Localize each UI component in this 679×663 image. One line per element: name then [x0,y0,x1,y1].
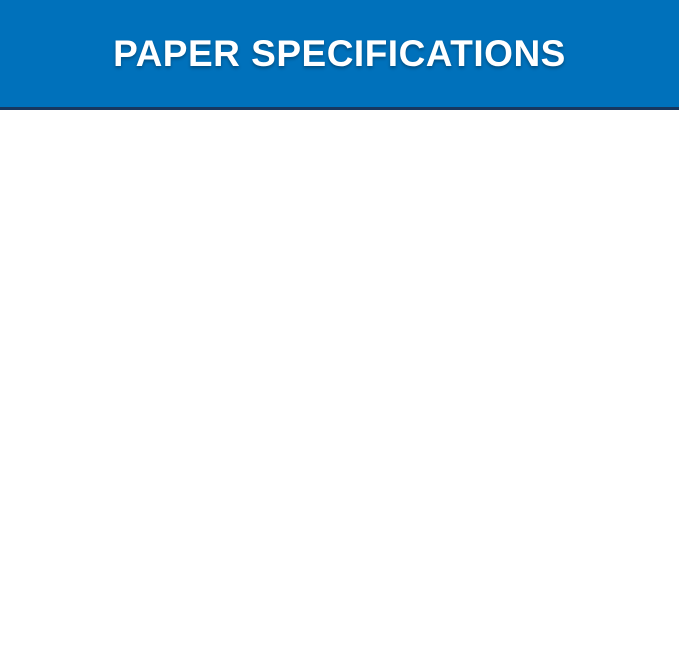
header-banner [0,0,679,110]
page-title: PAPER SPECIFICATIONS [113,32,566,74]
